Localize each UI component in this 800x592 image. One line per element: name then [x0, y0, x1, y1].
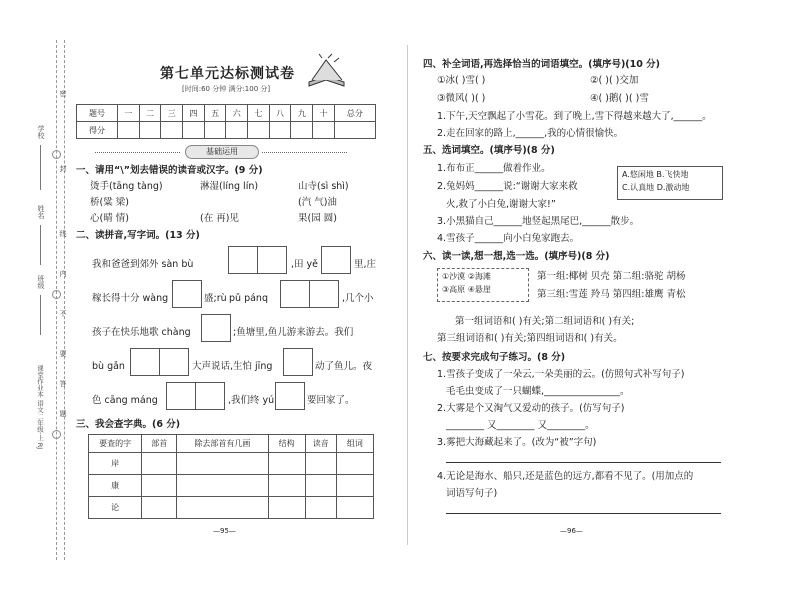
- q2-text: 动了鱼儿。夜: [315, 361, 373, 372]
- page-number: —95—: [213, 527, 236, 535]
- score-cell[interactable]: [313, 122, 335, 139]
- score-header-cell: 六: [226, 105, 248, 122]
- answer-boxes[interactable]: [275, 382, 305, 410]
- q1-item: (在 再)见: [200, 213, 239, 224]
- q4-item: ①冰( )雪( ): [437, 75, 486, 86]
- q1-item: 桥(粱 梁): [90, 197, 129, 208]
- q7-sentence: 3.雾把大海藏起来了。(改为“被”字句): [437, 437, 597, 448]
- q7-sentence: ________ 又________ 又________。: [446, 420, 595, 431]
- q2-text: ,田 yě: [291, 259, 319, 270]
- exam-meta: [时间:60 分钟 满分:100 分]: [182, 85, 271, 93]
- q2-text: 盛;rù: [204, 293, 227, 304]
- book-icon: [306, 52, 348, 90]
- fold-line: [56, 40, 57, 560]
- q7-sentence: 1.雪孩子变成了一朵云,一朵美丽的云。(仿照句式补写句子): [437, 369, 685, 380]
- score-cell[interactable]: [204, 122, 226, 139]
- score-header-cell: 二: [139, 105, 161, 122]
- q2-text: ,我们终 yú: [228, 395, 275, 406]
- seal-mark: 线: [59, 230, 67, 237]
- score-row-label: 得分: [77, 122, 118, 139]
- q5-sentence: 1.布布正______做着作业。: [437, 163, 551, 174]
- q5-sentence: 3.小黑猫自己______地竖起黑尾巴,______散步。: [437, 216, 640, 227]
- places-box: ①沙漠 ②海滩 ③高原 ④悬崖: [437, 268, 529, 302]
- q6-fill: 第三组词语和( )有关;第四组词语和( )有关。: [437, 333, 623, 344]
- binding-hole: [52, 290, 61, 299]
- lookup-char: 论: [89, 497, 142, 519]
- seal-mark: 答: [59, 380, 67, 387]
- q1-item: 淋湿(líng lín): [200, 181, 259, 192]
- fold-line-2: [64, 40, 65, 560]
- q7-sentence: 2.大雾是个又淘气又爱动的孩子。(仿写句子): [437, 403, 625, 414]
- q7-sentence: 词语写句子): [446, 488, 498, 499]
- lookup-char: 康: [89, 475, 142, 497]
- answer-boxes[interactable]: [228, 246, 287, 274]
- q1-item: (汽 气)油: [298, 197, 337, 208]
- score-table: [76, 104, 376, 139]
- answer-boxes[interactable]: [283, 348, 313, 376]
- q2-text: 要回家了。: [307, 395, 355, 406]
- q2-text: bù gǎn: [92, 361, 125, 372]
- book-footer: 课堂作业本 语文二年级·上 RJ: [36, 365, 44, 450]
- q1-item: 果(园 圆): [298, 213, 337, 224]
- q5-title: 五、选词填空。(填序号)(8 分): [423, 145, 555, 156]
- seal-mark: 内: [59, 270, 67, 277]
- q4-title: 四、补全词语,再选择恰当的词语填空。(填序号)(10 分): [423, 59, 661, 70]
- seal-mark: 封: [59, 165, 67, 172]
- dictionary-table: 要查的字 部首 除去部首有几画 结构 读音 组词 岸 康 论: [88, 434, 374, 519]
- q2-text: 稼长得十分 wàng: [92, 293, 169, 304]
- q2-text: ;鱼塘里,鱼儿游来游去。我们: [233, 327, 354, 338]
- answer-boxes[interactable]: [130, 348, 189, 376]
- q7-sentence: 4.无论是海水、船只,还是蓝色的远方,都看不见了。(用加点的: [437, 471, 694, 482]
- score-header-cell: 九: [291, 105, 313, 122]
- section-banner: 基础运用: [185, 145, 259, 159]
- q6-title: 六、读一读,想一想,选一选。(填序号)(8 分): [423, 251, 610, 262]
- q6-group: 第一组:椰树 贝壳 第二组:骆驼 胡杨: [537, 271, 686, 282]
- class-label: 班级: [37, 275, 45, 289]
- q5-sentence: 火,救了小白兔,谢谢大家!”: [446, 199, 556, 210]
- score-header-cell: 八: [269, 105, 291, 122]
- q6-fill: 第一组词语和( )有关;第二组词语和( )有关;: [455, 316, 635, 327]
- answer-boxes[interactable]: [172, 280, 202, 308]
- score-cell[interactable]: [117, 122, 139, 139]
- score-cell[interactable]: [269, 122, 291, 139]
- q2-text: 里,庄: [354, 259, 377, 270]
- q4-sentence: 1.下午,天空飘起了小雪花。到了晚上,雪下得越来越大了,______。: [437, 111, 712, 122]
- score-header-cell: 题号: [77, 105, 118, 122]
- score-cell[interactable]: [139, 122, 161, 139]
- q2-text: ,几个小: [342, 293, 374, 304]
- page-title: 第七单元达标测试卷: [160, 66, 295, 82]
- seal-mark: 密: [59, 90, 67, 97]
- score-cell[interactable]: [226, 122, 248, 139]
- binding-hole: [52, 150, 61, 159]
- answer-boxes[interactable]: [321, 246, 351, 274]
- score-cell[interactable]: [161, 122, 183, 139]
- q7-title: 七、按要求完成句子练习。(8 分): [423, 352, 566, 363]
- q1-item: 山寺(sì shì): [298, 181, 349, 192]
- q5-sentence: 4.雪孩子______向小白兔家跑去。: [437, 233, 580, 244]
- answer-line[interactable]: [446, 513, 721, 514]
- score-cell[interactable]: [334, 122, 375, 139]
- q4-sentence: 2.走在回家的路上,______,我的心情很愉快。: [437, 128, 624, 139]
- seal-mark: 不: [59, 310, 67, 317]
- q3-title: 三、我会查字典。(6 分): [76, 419, 181, 430]
- q7-sentence: 毛毛虫变成了一只蝴蝶,________________。: [446, 386, 630, 397]
- binding-hole: [52, 430, 61, 439]
- q5-sentence: 2.兔妈妈______说:“谢谢大家来救: [437, 181, 578, 192]
- score-header-cell: 七: [248, 105, 270, 122]
- school-label: 学校: [37, 125, 45, 139]
- answer-line[interactable]: [446, 462, 721, 463]
- score-cell[interactable]: [248, 122, 270, 139]
- page-number: —96—: [560, 527, 583, 535]
- q6-group: 第三组:雪莲 羚马 第四组:雄鹰 青松: [537, 289, 686, 300]
- answer-boxes[interactable]: [166, 382, 225, 410]
- q2-text: 孩子在快乐地歌 chàng: [92, 327, 191, 338]
- q2-title: 二、读拼音,写字词。(13 分): [76, 230, 200, 241]
- q2-text: 我和爸爸到郊外 sàn bù: [92, 259, 194, 270]
- q2-text: 色 cāng máng: [92, 395, 158, 406]
- name-label: 姓名: [37, 205, 45, 219]
- answer-boxes[interactable]: [280, 280, 339, 308]
- score-header-cell: 一: [117, 105, 139, 122]
- q4-item: ②( )( )交加: [590, 75, 639, 86]
- word-options-box: A.悠闲地 B.飞快地 C.认真地 D.激动地: [617, 166, 723, 200]
- lookup-char: 岸: [89, 453, 142, 475]
- seal-mark: 要: [59, 350, 67, 357]
- q4-item: ③微风( )( ): [437, 93, 486, 104]
- q2-text: pǔ pánq: [229, 293, 268, 304]
- answer-boxes[interactable]: [201, 314, 231, 342]
- score-header-cell: 四: [183, 105, 205, 122]
- q1-item: 烫手(tāng tàng): [90, 181, 163, 192]
- score-header-cell: 三: [161, 105, 183, 122]
- q2-text: 大声说话,生怕 jīng: [192, 361, 273, 372]
- q1-item: 心(晴 情): [90, 213, 129, 224]
- score-cell[interactable]: [291, 122, 313, 139]
- q1-title: 一、请用“\”划去错误的读音或汉字。(9 分): [76, 165, 263, 176]
- score-header-cell: 十: [313, 105, 335, 122]
- q4-item: ④( )鹅( )( )雪: [590, 93, 649, 104]
- score-header-cell: 五: [204, 105, 226, 122]
- score-cell[interactable]: [183, 122, 205, 139]
- seal-mark: 题: [59, 410, 67, 417]
- score-header-cell: 总分: [334, 105, 375, 122]
